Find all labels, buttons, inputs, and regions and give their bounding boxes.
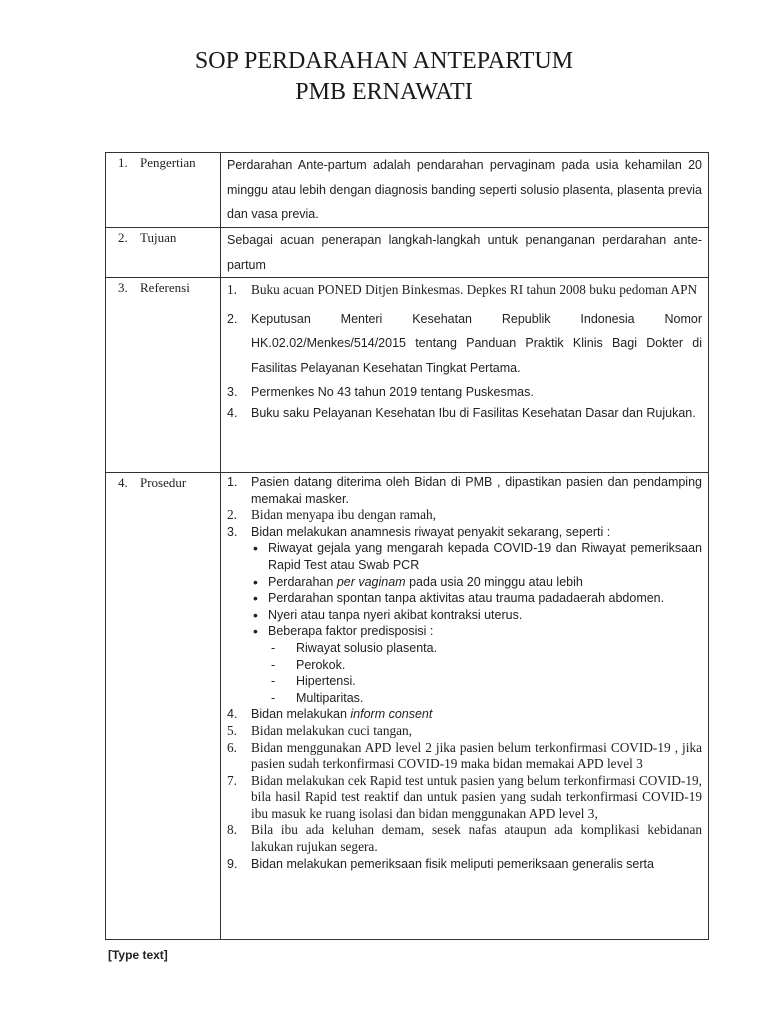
list-item: 1. Pasien datang diterima oleh Bidan di PMB , dipastikan pasien dan pendamping memakai masker.: [227, 475, 702, 506]
list-item: 9. Bidan melakukan pemeriksaan fisik meliputi pemeriksaan generalis serta: [227, 856, 654, 871]
sop-table: [105, 152, 709, 940]
purpose-text: Sebagai acuan penerapan langkah-langkah untuk penanganan perdarahan ante-partum: [227, 233, 702, 272]
bullet-item: • Nyeri atau tanpa nyeri akibat kontraksi uterus.: [251, 607, 702, 624]
row-label: 2. Tujuan: [106, 228, 221, 278]
list-item: 3. Bidan melakukan anamnesis riwayat penyakit sekarang, seperti : • Riwayat gejala yang mengarah kepada COVID-19 dan Riwayat pemeriksaan Rapid Test atau Swab PCR • Perdarahan per vaginam pada usia 20 minggu atau lebih • Perdarahan spontan tanpa aktivitas atau trauma padadaerah abdomen. • Nyeri atau tanpa nyeri akibat kontraksi uterus. • Beberapa faktor predisposisi : - Riwayat solusio plasenta. - Perokok. - Hipertensi. - Multiparitas.: [227, 524, 702, 707]
document-title: SOP PERDARAHAN ANTEPARTUM: [194, 48, 574, 74]
table-row: [106, 228, 709, 278]
document-subtitle: PMB ERNAWATI: [295, 79, 473, 105]
list-item: 6. Bidan menggunakan APD level 2 jika pasien belum terkonfirmasi COVID-19 , jika pasien sudah terkonfirmasi COVID-19 maka bidan memakai APD level 3: [227, 739, 702, 772]
table-row: [106, 278, 709, 473]
procedure-list: [227, 473, 702, 872]
list-item: 5. Bidan melakukan cuci tangan,: [227, 722, 412, 738]
bullet-item: • Riwayat gejala yang mengarah kepada COVID-19 dan Riwayat pemeriksaan Rapid Test atau Swab PCR: [251, 540, 702, 573]
predisposition-list: [268, 640, 702, 706]
dash-item: - Perokok.: [268, 657, 702, 674]
list-item: 4. Buku saku Pelayanan Kesehatan Ibu di Fasilitas Kesehatan Dasar dan Rujukan.: [227, 406, 696, 420]
list-item: 2. Keputusan Menteri Kesehatan Republik Indonesia Nomor HK.02.02/Menkes/514/2015 tentang Panduan Praktik Klinis Bagi Dokter di Fasilitas Pelayanan Kesehatan Tingkat Pertama.: [227, 311, 702, 375]
reference-list: [227, 278, 702, 426]
list-item: 3. Permenkes No 43 tahun 2019 tentang Puskesmas.: [227, 385, 534, 399]
row-label: 3. Referensi: [106, 278, 221, 473]
list-item: 7. Bidan melakukan cek Rapid test untuk pasien yang belum terkonfirmasi COVID-19, bila hasil Rapid test reaktif dan untuk pasien yang sudah terkonfirmasi COVID-19 ibu masuk ke ruang isolasi dan bidan menggunakan APD level 3,: [227, 772, 702, 821]
bullet-item: • Perdarahan per vaginam pada usia 20 minggu atau lebih: [251, 574, 702, 591]
row-label: 4. Prosedur: [106, 473, 221, 940]
bullet-item: • Beberapa faktor predisposisi : - Riwayat solusio plasenta. - Perokok. - Hipertensi. - Multiparitas.: [251, 623, 702, 706]
row-label: 1. Pengertian: [106, 153, 221, 228]
list-item: 4. Bidan melakukan inform consent: [227, 707, 433, 722]
footer-placeholder: [Type text]: [108, 948, 168, 962]
definition-text: Perdarahan Ante-partum adalah pendarahan pervaginam pada usia kehamilan 20 minggu atau lebih dengan diagnosis banding seperti solusio plasenta, plasenta previa dan vasa previa.: [227, 158, 702, 221]
dash-item: - Multiparitas.: [268, 690, 702, 707]
table-row: [106, 153, 709, 228]
dash-item: - Riwayat solusio plasenta.: [268, 640, 702, 657]
list-item: 2. Bidan menyapa ibu dengan ramah,: [227, 507, 436, 523]
list-item: 8. Bila ibu ada keluhan demam, sesek nafas ataupun ada komplikasi kebidanan lakukan rujukan segera.: [227, 822, 702, 855]
list-item: 1. Buku acuan PONED Ditjen Binkesmas. Depkes RI tahun 2008 buku pedoman APN: [227, 282, 698, 297]
table-row: [106, 473, 709, 940]
dash-item: - Hipertensi.: [268, 673, 702, 690]
history-bullets: [251, 540, 702, 706]
bullet-item: • Perdarahan spontan tanpa aktivitas atau trauma padadaerah abdomen.: [251, 590, 702, 607]
